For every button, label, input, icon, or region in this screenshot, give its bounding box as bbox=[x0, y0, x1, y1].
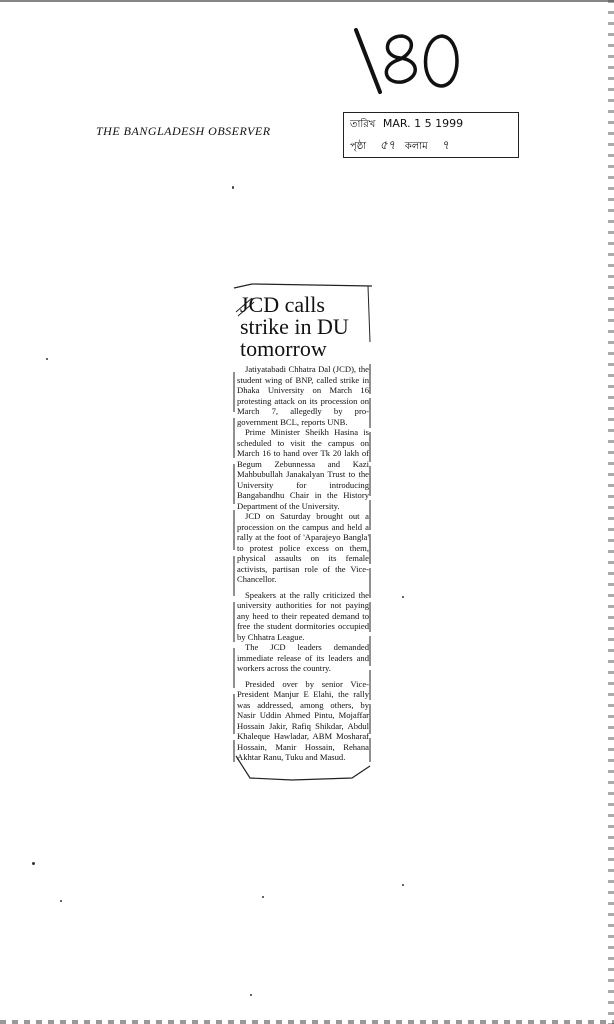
article-paragraph: JCD on Saturday brought out a procession on the campus and held a rally at the foot of 'Aparajeyo Bangla' to protest police excess on them, physical assaults on its female activists, partisan role of the Vice-Chancellor. bbox=[237, 511, 369, 584]
article-paragraph: Jatiyatabadi Chhatra Dal (JCD), the student wing of BNP, called strike in Dhaka University on March 16 protesting attack on its procession on March 7, allegedly by pro-government BCL, reports UNB. bbox=[237, 364, 369, 427]
scan-edge-right bbox=[608, 0, 614, 1024]
stamp-page-label: পৃষ্ঠা bbox=[350, 141, 367, 152]
headline-line: JCD calls bbox=[240, 292, 325, 317]
stamp-date-value: MAR. 1 5 1999 bbox=[382, 117, 464, 130]
archive-stamp bbox=[343, 112, 519, 158]
newspaper-clipping bbox=[232, 282, 374, 782]
headline-line: tomorrow bbox=[240, 336, 327, 361]
article-body bbox=[237, 364, 369, 763]
scan-speck bbox=[262, 896, 264, 898]
article-paragraph: Prime Minister Sheikh Hasina is scheduled to visit the campus on March 16 to hand over Tk 20 lakh of Begum Zebunnessa and Kazi Mahbubullah Janakalyan Trust to the University for introducing Bangabandhu Chair in the History Department of the University. bbox=[237, 427, 369, 511]
article-paragraph: Speakers at the rally criticized the university authorities for not paying any heed to their repeated demand to free the student dormitories occupied by Chhatra League. bbox=[237, 589, 369, 642]
scan-speck bbox=[402, 884, 404, 886]
headline-line: strike in DU bbox=[240, 314, 349, 339]
scan-speck bbox=[402, 596, 404, 598]
scan-speck bbox=[32, 862, 35, 865]
scan-speck bbox=[250, 994, 252, 996]
scan-speck bbox=[232, 186, 234, 189]
scan-edge-top bbox=[0, 0, 614, 10]
stamp-page-value: ৫৭ bbox=[379, 138, 396, 152]
scan-speck bbox=[46, 358, 48, 360]
article-paragraph: Presided over by senior Vice-President Manjur E Elahi, the rally was addressed, among others, by Nasir Uddin Ahmed Pintu, Mojaffar Hossain Jakir, Rafiq Shikdar, Abdul Khaleque Hawladar, ABM Mosharaf Hossain, Manir Hossain, Rehana Akhtar Ranu, Tuku and Masud. bbox=[237, 678, 369, 762]
stamp-column-value: ৭ bbox=[441, 138, 450, 152]
stamp-date-row bbox=[350, 117, 463, 134]
article-paragraph: The JCD leaders demanded immediate release of its leaders and workers across the country. bbox=[237, 642, 369, 673]
stamp-page-row bbox=[350, 137, 455, 157]
scan-speck bbox=[60, 900, 62, 902]
stamp-date-label: তারিখ bbox=[350, 119, 376, 130]
article-headline bbox=[240, 294, 370, 360]
newspaper-masthead: THE BANGLADESH OBSERVER bbox=[96, 124, 271, 138]
handwritten-number bbox=[350, 22, 470, 102]
stamp-column-label: কলাম bbox=[404, 141, 428, 152]
scan-edge-bottom bbox=[0, 1020, 614, 1024]
